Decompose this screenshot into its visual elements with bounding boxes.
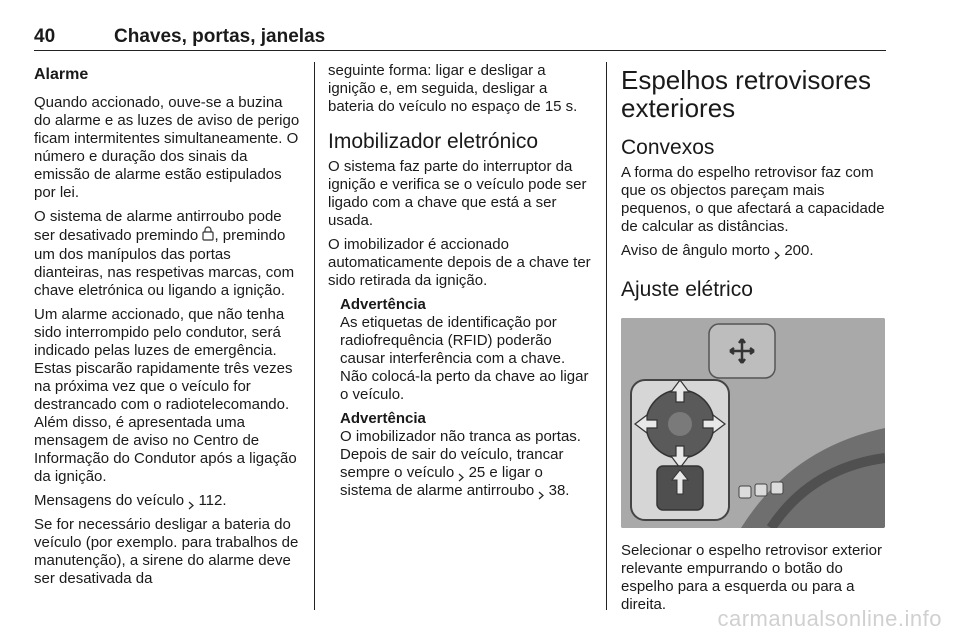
reference-arrow-icon	[188, 497, 194, 506]
warning-text	[340, 428, 594, 500]
paragraph: seguinte forma: ligar e desligar a ignição e, em seguida, desligar a bateria do veículo no espaço de 15 s.	[328, 62, 578, 115]
warning-title: Advertência	[340, 296, 426, 313]
column-divider	[314, 62, 315, 610]
paragraph: Um alarme accionado, que não tenha sido interrompido pelo condutor, será indicado pelas luzes de emergência. Estas piscarão rapidamente três vezes na próxima vez que o veículo for destrancado com o radiotelecomando. Além disso, é apresentada uma mensagem de aviso no Centro de Informação do Condutor após a ligação da ignição.	[34, 306, 297, 485]
mirror-control-illustration	[621, 318, 885, 528]
paragraph: A forma do espelho retrovisor faz com que os objectos pareçam mais pequenos, o que afectará a capacidade de calcular as distâncias.	[621, 164, 885, 235]
column-right	[621, 62, 887, 620]
column-left	[34, 62, 300, 594]
page-header	[34, 22, 886, 51]
paragraph: Se for necessário desligar a bateria do veículo (por exemplo. para trabalhos de manutenção), a sirene do alarme deve ser desativada da	[34, 516, 299, 587]
paragraph: O imobilizador é accionado automaticamente depois de a chave ter sido retirada da ignição.	[328, 236, 591, 289]
reference-arrow-icon	[538, 487, 544, 496]
section-heading-imobilizador: Imobilizador eletrónico	[328, 130, 539, 153]
warning-text: As etiquetas de identificação por radiofrequência (RFID) poderão causar interferência com a chave. Não colocá-la perto da chave ao ligar o veículo.	[340, 314, 589, 403]
page-reference-link[interactable]: 38.	[548, 482, 570, 499]
text: e ligar o sistema de alarme antirroubo	[340, 464, 543, 499]
column-divider	[606, 62, 607, 610]
subsection-heading-convexos: Convexos	[621, 136, 715, 159]
figure-caption: Selecionar o espelho retrovisor exterior relevante empurrando o botão do espelho para a esquerda ou para a direita.	[621, 542, 882, 613]
section-heading-alarme: Alarme	[34, 66, 89, 83]
page-reference-link[interactable]: 112.	[198, 492, 227, 509]
paragraph	[34, 492, 300, 510]
subsection-heading-ajuste: Ajuste elétrico	[621, 278, 753, 301]
warning-box	[340, 296, 594, 404]
section-heading-espelhos: Espelhos retrovisores exteriores	[621, 65, 871, 123]
paragraph: Quando accionado, ouve-se a buzina do alarme e as luzes de aviso de perigo ficam intermitentes simultaneamente. O número e duração dos sinais da emissão de alarme estão estipulados por lei.	[34, 94, 300, 201]
text: O sistema de alarme antirroubo pode ser desativado premindo	[34, 208, 282, 244]
reference-arrow-icon	[774, 247, 780, 256]
text: O imobilizador não tranca as portas. Depois de sair do veículo, trancar sempre o veículo	[340, 428, 581, 481]
text: , premindo um dos manípulos das portas dianteiras, nas respetivas marcas, com chave eletrónica ou ligando a ignição.	[34, 226, 295, 299]
page-reference-link[interactable]: 200.	[784, 242, 814, 259]
chapter-title: Chaves, portas, janelas	[114, 26, 326, 47]
column-middle	[328, 62, 594, 506]
reference-arrow-icon	[458, 469, 464, 478]
paragraph	[34, 208, 300, 300]
page-number: 40	[34, 26, 56, 47]
page-reference-link[interactable]: 25	[468, 464, 486, 481]
warning-title: Advertência	[340, 410, 426, 427]
lock-icon	[202, 226, 214, 246]
paragraph	[621, 242, 887, 260]
watermark: carmanualsonline.info	[717, 606, 942, 631]
warning-box	[340, 410, 594, 500]
text: Aviso de ângulo morto	[621, 242, 775, 259]
text: Mensagens do veículo	[34, 492, 189, 509]
paragraph: O sistema faz parte do interruptor da ignição e verifica se o veículo pode ser ligado com a chave que está a ser usada.	[328, 158, 587, 229]
